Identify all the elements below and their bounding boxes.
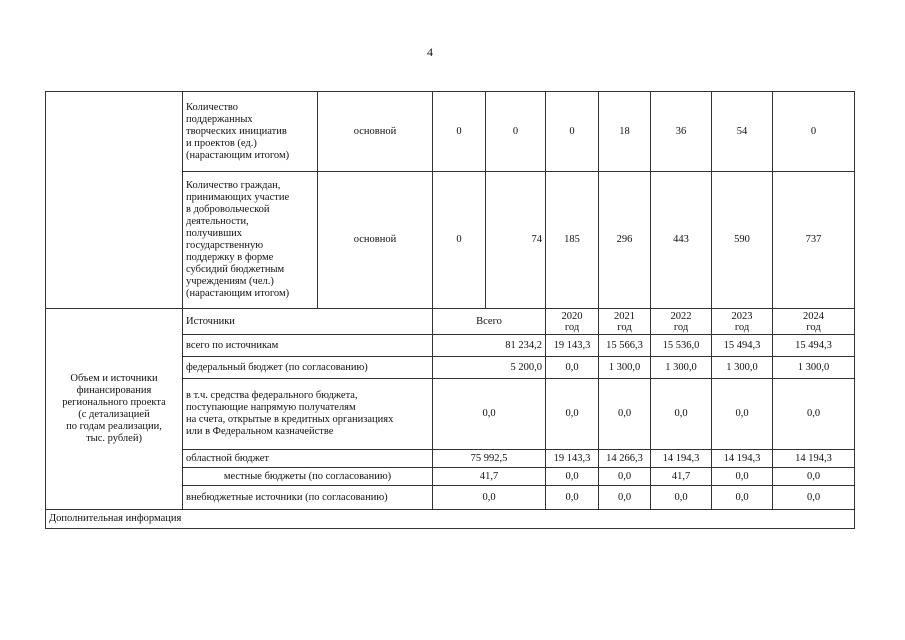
indicator-value: 54 [712, 92, 773, 172]
finance-value: 19 143,3 [546, 335, 599, 357]
finance-section-label: Объем и источники финансирования регионального проекта (с детализацией по годам реализации, тыс. рублей) [46, 309, 183, 510]
finance-value: 0,0 [599, 468, 651, 486]
finance-source: всего по источникам [183, 335, 433, 357]
finance-value: 1 300,0 [651, 357, 712, 379]
year-header: 2022 год [651, 309, 712, 335]
indicator-value: 18 [599, 92, 651, 172]
indicator-value: 36 [651, 92, 712, 172]
finance-source: федеральный бюджет (по согласованию) [183, 357, 433, 379]
finance-value: 0,0 [773, 379, 855, 450]
year-header: 2023 год [712, 309, 773, 335]
finance-value: 15 494,3 [712, 335, 773, 357]
finance-value: 1 300,0 [599, 357, 651, 379]
page-number: 4 [427, 45, 433, 59]
finance-total: 81 234,2 [433, 335, 546, 357]
finance-total: 5 200,0 [433, 357, 546, 379]
indicator-value: 0 [433, 172, 486, 309]
finance-value: 0,0 [712, 379, 773, 450]
finance-header-row [46, 309, 855, 335]
indicator-name: Количество поддержанных творческих инициатив и проектов (ед.) (нарастающим итогом) [183, 92, 318, 172]
finance-value: 1 300,0 [773, 357, 855, 379]
indicator-value: 0 [546, 92, 599, 172]
finance-value: 0,0 [599, 486, 651, 510]
sources-header: Источники [183, 309, 433, 335]
finance-value: 14 194,3 [651, 450, 712, 468]
finance-value: 0,0 [651, 379, 712, 450]
indicator-value: 185 [546, 172, 599, 309]
year-header: 2024 год [773, 309, 855, 335]
indicator-value: 0 [486, 92, 546, 172]
finance-value: 15 494,3 [773, 335, 855, 357]
indicator-value: 296 [599, 172, 651, 309]
year-header: 2020 год [546, 309, 599, 335]
finance-total: 41,7 [433, 468, 546, 486]
finance-value: 15 566,3 [599, 335, 651, 357]
finance-source: в т.ч. средства федерального бюджета, поступающие напрямую получателям на счета, открытые в кредитных организациях или в Федеральном казначействе [183, 379, 433, 450]
indicator-value: 590 [712, 172, 773, 309]
finance-total: 75 992,5 [433, 450, 546, 468]
finance-value: 14 194,3 [712, 450, 773, 468]
indicator-type: основной [318, 172, 433, 309]
indicator-type: основной [318, 92, 433, 172]
finance-source: местные бюджеты (по согласованию) [183, 468, 433, 486]
finance-value: 0,0 [546, 486, 599, 510]
finance-value: 1 300,0 [712, 357, 773, 379]
finance-value: 0,0 [712, 486, 773, 510]
finance-value: 14 266,3 [599, 450, 651, 468]
finance-value: 0,0 [599, 379, 651, 450]
finance-value: 14 194,3 [773, 450, 855, 468]
finance-source: внебюджетные источники (по согласованию) [183, 486, 433, 510]
finance-value: 0,0 [546, 468, 599, 486]
finance-value: 0,0 [546, 357, 599, 379]
total-header: Всего [433, 309, 546, 335]
finance-value: 0,0 [773, 468, 855, 486]
finance-value: 0,0 [773, 486, 855, 510]
indicator-row [46, 92, 855, 172]
indicator-value: 737 [773, 172, 855, 309]
year-header: 2021 год [599, 309, 651, 335]
finance-value: 0,0 [546, 379, 599, 450]
finance-total: 0,0 [433, 379, 546, 450]
indicator-blank-cell [46, 92, 183, 309]
finance-value: 0,0 [712, 468, 773, 486]
finance-value: 15 536,0 [651, 335, 712, 357]
finance-value: 41,7 [651, 468, 712, 486]
finance-source: областной бюджет [183, 450, 433, 468]
indicator-value: 74 [486, 172, 546, 309]
project-table [45, 91, 855, 529]
additional-info: Дополнительная информация [46, 510, 855, 529]
indicator-name: Количество граждан, принимающих участие в добровольческой деятельности, получивших государственную поддержку в форме субсидий бюджетным учреждениям (чел.) (нарастающим итогом) [183, 172, 318, 309]
finance-total: 0,0 [433, 486, 546, 510]
finance-value: 19 143,3 [546, 450, 599, 468]
additional-info-row [46, 510, 855, 529]
indicator-value: 0 [433, 92, 486, 172]
indicator-value: 443 [651, 172, 712, 309]
indicator-value: 0 [773, 92, 855, 172]
finance-value: 0,0 [651, 486, 712, 510]
